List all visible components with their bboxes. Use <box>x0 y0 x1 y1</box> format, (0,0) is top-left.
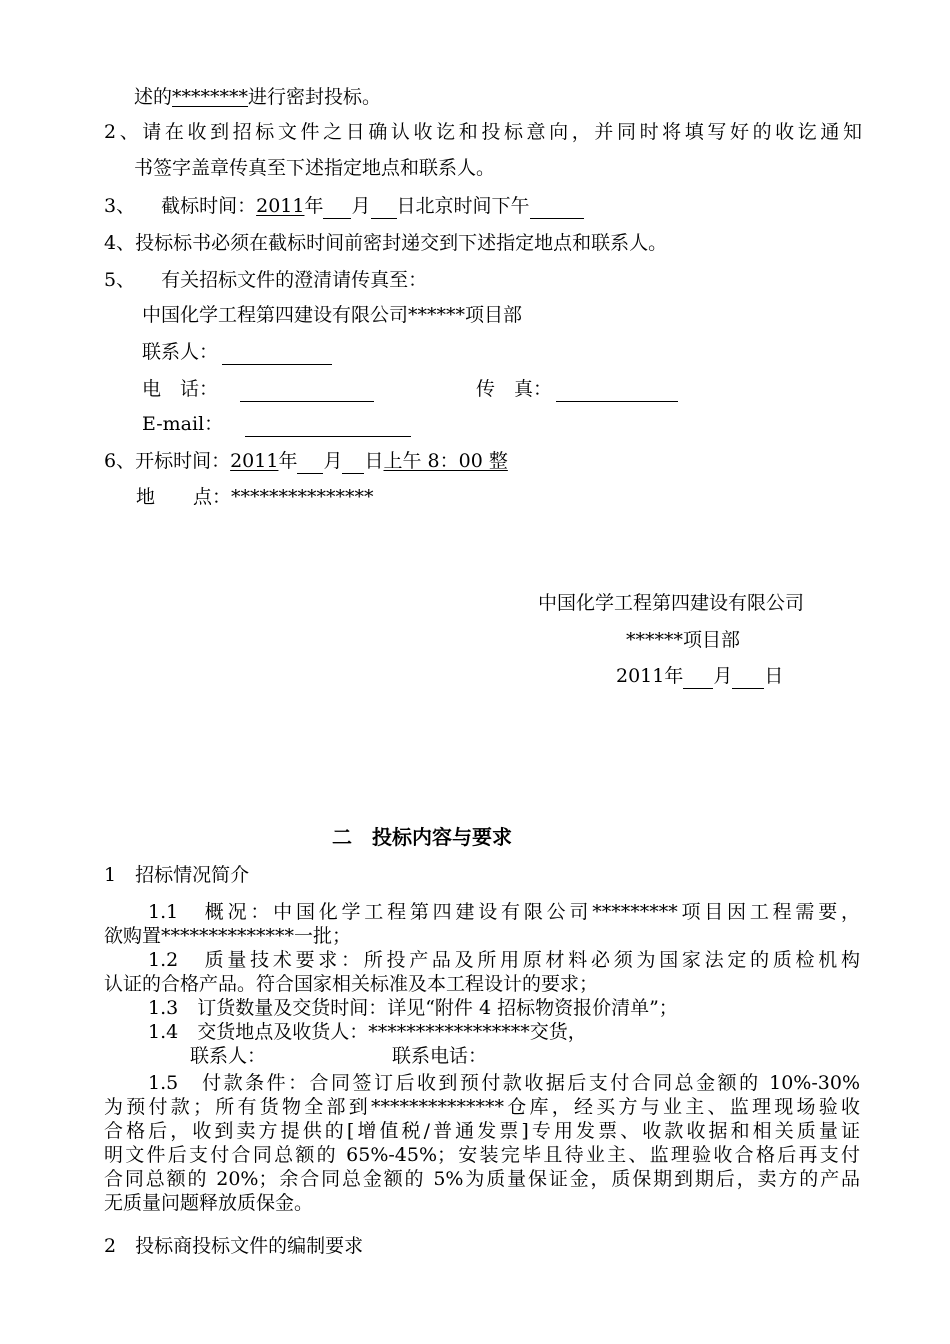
tel-line <box>142 376 374 402</box>
para-1-5-line-1: 1.5 付款条件：合同签订后收到预付款收据后支付合同总金额的 10%-30% <box>148 1072 860 1094</box>
label: 6、开标时间： <box>104 450 231 472</box>
item-number: 3、 <box>104 195 136 217</box>
text: 年 <box>664 665 684 687</box>
label: 传 真： <box>476 378 553 400</box>
blank-month <box>323 196 351 219</box>
para-1-4-contact: 联系人： <box>190 1045 267 1067</box>
paragraph-line <box>134 84 381 110</box>
text: 年 <box>304 195 324 217</box>
para-1-5-line-6: 无质量问题释放质保金。 <box>104 1192 314 1214</box>
text: 日 <box>764 665 784 687</box>
item-6 <box>104 448 508 474</box>
blank-contact <box>222 342 332 365</box>
blank-month <box>297 451 323 474</box>
label: 截标时间： <box>161 195 257 217</box>
blank-time <box>530 196 584 219</box>
para-1-5-line-3: 合格后，收到卖方提供的[增值税/普通发票]专用发票、收款收据和相关质量证 <box>104 1120 860 1142</box>
para-1-1-line-1: 1.1 概况：中国化学工程第四建设有限公司*********项目因工程需要， <box>148 901 860 923</box>
blank-day <box>732 666 764 689</box>
para-1-4: 1.4 交货地点及收货人：*****************交货， <box>148 1021 587 1043</box>
label: 联系人： <box>142 341 219 363</box>
heading-2: 2 投标商投标文件的编制要求 <box>104 1235 364 1257</box>
label: 电 话： <box>142 378 219 400</box>
blank-email <box>245 414 411 437</box>
blank-day <box>342 451 364 474</box>
item-5 <box>104 267 427 293</box>
item-4: 4、投标标书必须在截标时间前密封递交到下述指定地点和联系人。 <box>104 232 668 254</box>
label: 地 点： <box>136 486 232 508</box>
signature-company: 中国化学工程第四建设有限公司 <box>538 592 805 614</box>
item-number: 5、 <box>104 269 136 291</box>
text: 年 <box>278 450 298 472</box>
text: 月 <box>323 450 343 472</box>
signature-date <box>616 663 783 689</box>
fax-line <box>476 376 678 402</box>
para-1-5-line-4: 明文件后支付合同总额的 65%-45%；安装完毕且待业主、监理验收合格后再支付 <box>104 1144 860 1166</box>
para-1-1-line-2: 欲购置**************一批； <box>104 925 352 947</box>
place-value: *************** <box>231 486 374 508</box>
para-1-5-line-2: 为预付款；所有货物全部到**************仓库，经买方与业主、监理现场验收 <box>104 1096 860 1118</box>
text: 月 <box>351 195 371 217</box>
text: 日北京时间下午 <box>396 195 530 217</box>
signature-dept: ******项目部 <box>626 629 741 651</box>
para-1-2-line-1: 1.2 质量技术要求：所投产品及所用原材料必须为国家法定的质检机构 <box>148 949 860 971</box>
item-2-line-1: 2、请在收到招标文件之日确认收讫和投标意向，并同时将填写好的收讫通知 <box>104 121 862 143</box>
year: 2011 <box>256 195 305 217</box>
para-1-2-line-2: 认证的合格产品。符合国家相关标准及本工程设计的要求； <box>104 973 599 995</box>
year: 2011 <box>616 665 665 687</box>
para-1-5-line-5: 合同总额的 20%；余合同总金额的 5%为质量保证金，质保期到期后，卖方的产品 <box>104 1168 860 1190</box>
para-1-3: 1.3 订货数量及交货时间：详见“附件 4 招标物资报价清单”； <box>148 997 678 1019</box>
blank-day <box>371 196 397 219</box>
year: 2011 <box>230 450 279 472</box>
blank-month <box>683 666 713 689</box>
text: 日 <box>364 450 384 472</box>
masked-text: ******** <box>172 86 249 108</box>
item-2-line-2: 书签字盖章传真至下述指定地点和联系人。 <box>134 157 496 179</box>
contact-line <box>142 339 332 365</box>
text: 有关招标文件的澄清请传真至： <box>161 269 428 291</box>
place-line <box>136 484 374 510</box>
blank-fax <box>556 379 678 402</box>
text: 进行密封投标。 <box>248 86 382 108</box>
label: E-mail： <box>142 413 224 435</box>
section-title: 二 投标内容与要求 <box>332 825 512 849</box>
company-line: 中国化学工程第四建设有限公司******项目部 <box>142 304 523 326</box>
text: 月 <box>713 665 733 687</box>
open-time: 上午 8：00 整 <box>383 450 508 472</box>
heading-1: 1 招标情况简介 <box>104 864 250 886</box>
email-line <box>142 411 411 437</box>
text: 述的 <box>134 86 173 108</box>
blank-tel <box>240 379 374 402</box>
item-3 <box>104 193 584 219</box>
para-1-4-phone: 联系电话： <box>392 1045 488 1067</box>
